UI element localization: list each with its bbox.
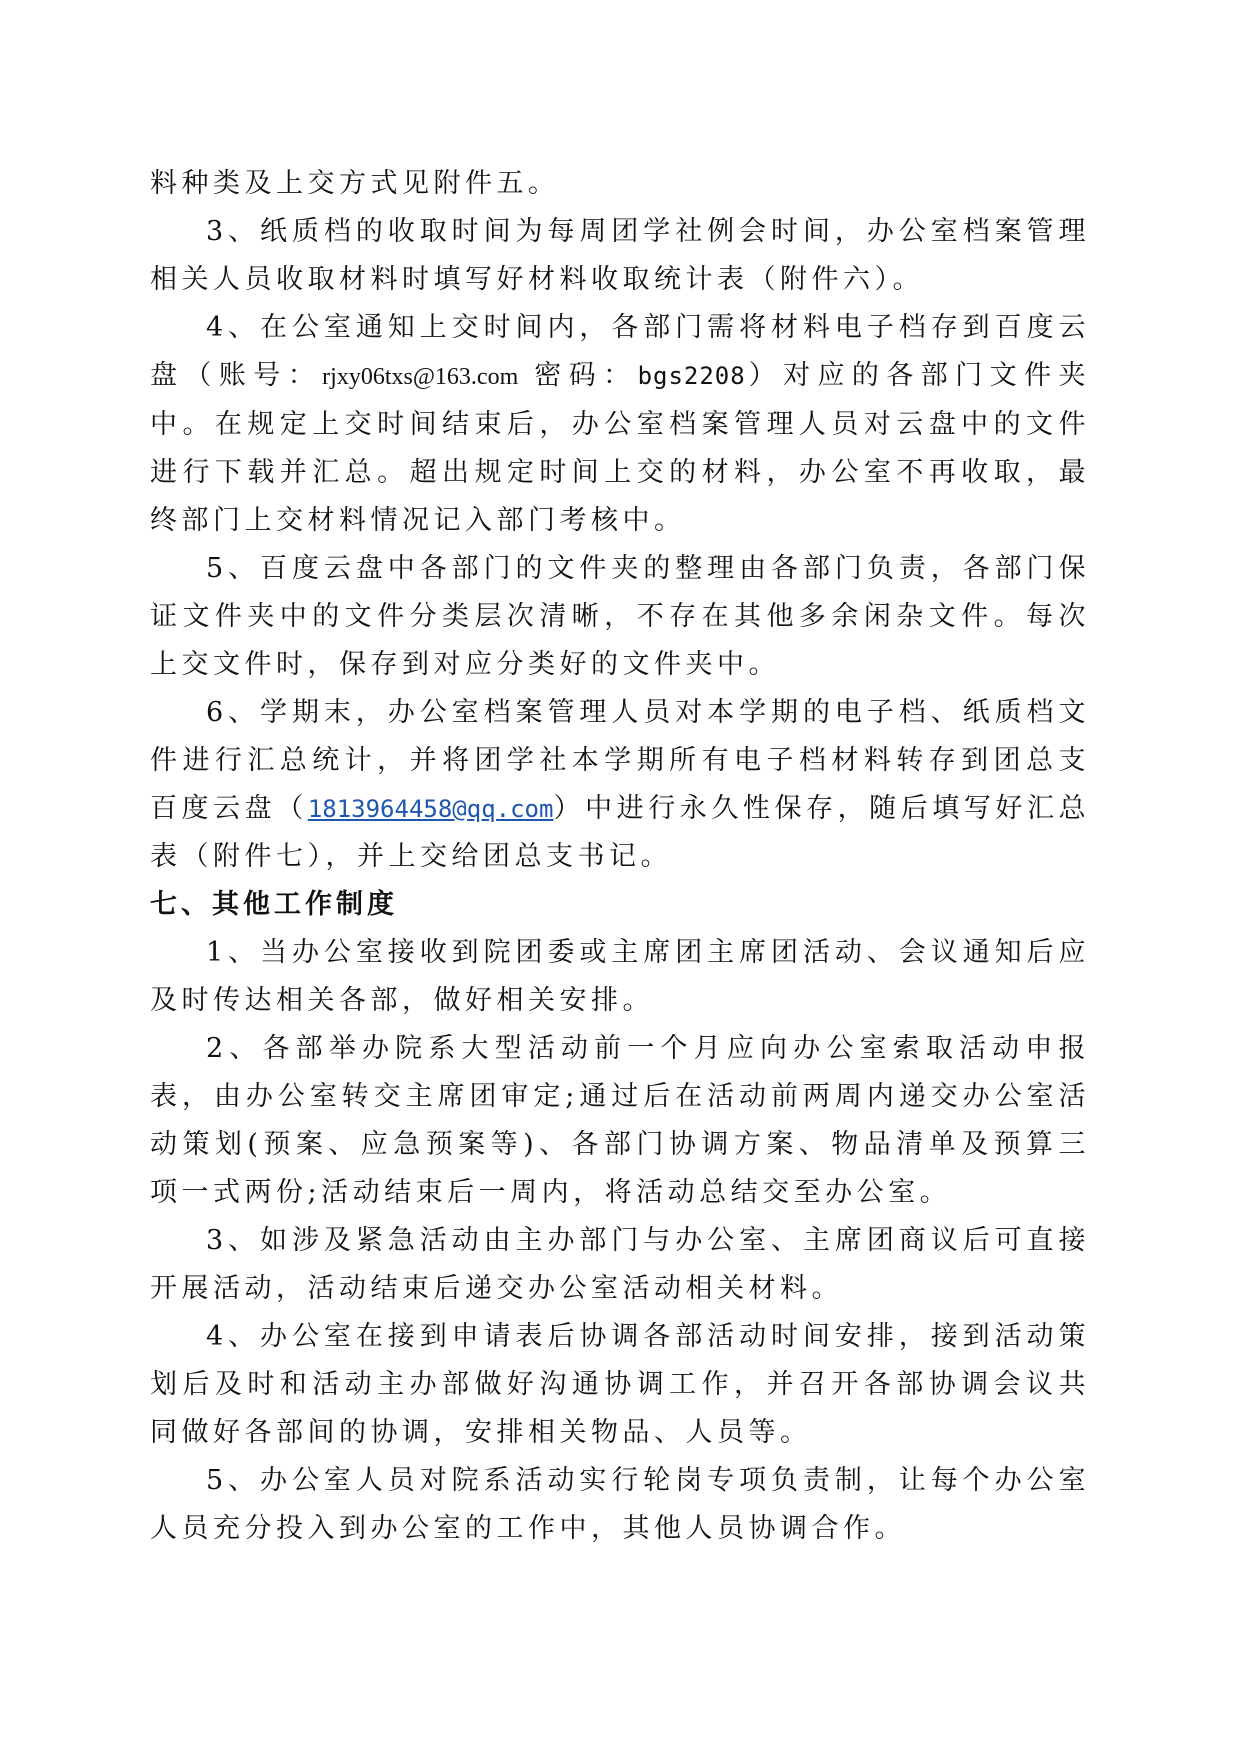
email-link[interactable]: 1813964458@qq.com xyxy=(307,795,554,823)
paragraph-item-6 xyxy=(150,689,1090,881)
section-item-3: 3、如涉及紧急活动由主办部门与办公室、主席团商议后可直接开展活动，活动结束后递交办公室活动相关材料。 xyxy=(150,1225,1090,1304)
cloud-password-value: bgs2208 xyxy=(637,362,746,390)
paragraph-continuation: 料种类及上交方式见附件五。 xyxy=(150,168,560,199)
section-item-4: 4、办公室在接到申请表后协调各部活动时间安排，接到活动策划后及时和活动主办部做好沟通协调工作，并召开各部协调会议共同做好各部间的协调，安排相关物品、人员等。 xyxy=(150,1321,1090,1448)
paragraph-item-3: 3、纸质档的收取时间为每周团学社例会时间，办公室档案管理相关人员收取材料时填写好材料收取统计表（附件六）。 xyxy=(150,216,1090,295)
paragraph-item-6-text-before: 6、学期末，办公室档案管理人员对本学期的电子档、纸质档文件进行汇总统计，并将团学社本学期所有电子档材料转存到团总支百度云盘（ xyxy=(150,697,1090,824)
section-item-1: 1、当办公室接收到院团委或主席团主席团活动、会议通知后应及时传达相关各部，做好相关安排。 xyxy=(150,937,1090,1016)
password-label: 密码： xyxy=(518,360,638,391)
paragraph-item-4 xyxy=(150,304,1090,545)
section-heading: 七、其他工作制度 xyxy=(150,889,398,920)
document-page xyxy=(150,160,1090,1553)
paragraph-item-6-text-after: ）中进行永久性保存，随后填写好汇总表（附件七），并上交给团总支书记。 xyxy=(150,793,1091,872)
cloud-account-value: rjxy06txs@163.com xyxy=(322,364,519,390)
section-item-5: 5、办公室人员对院系活动实行轮岗专项负责制，让每个办公室人员充分投入到办公室的工作中，其他人员协调合作。 xyxy=(150,1465,1090,1544)
paragraph-item-4-text-after: ）对应的各部门文件夹中。在规定上交时间结束后，办公室档案管理人员对云盘中的文件进行下载并汇总。超出规定时间上交的材料，办公室不再收取，最终部门上交材料情况记入部门考核中。 xyxy=(150,360,1091,536)
paragraph-item-5: 5、百度云盘中各部门的文件夹的整理由各部门负责，各部门保证文件夹中的文件分类层次清晰，不存在其他多余闲杂文件。每次上交文件时，保存到对应分类好的文件夹中。 xyxy=(150,553,1090,680)
paragraph-item-4-text-before: 4、在公室通知上交时间内，各部门需将材料电子档存到百度云盘（账号： xyxy=(150,312,1090,391)
section-item-2: 2、各部举办院系大型活动前一个月应向办公室索取活动申报表，由办公室转交主席团审定;通过后在活动前两周内递交办公室活动策划(预案、应急预案等)、各部门协调方案、物品清单及预算三项一式两份;活动结束后一周内，将活动总结交至办公室。 xyxy=(150,1033,1090,1208)
